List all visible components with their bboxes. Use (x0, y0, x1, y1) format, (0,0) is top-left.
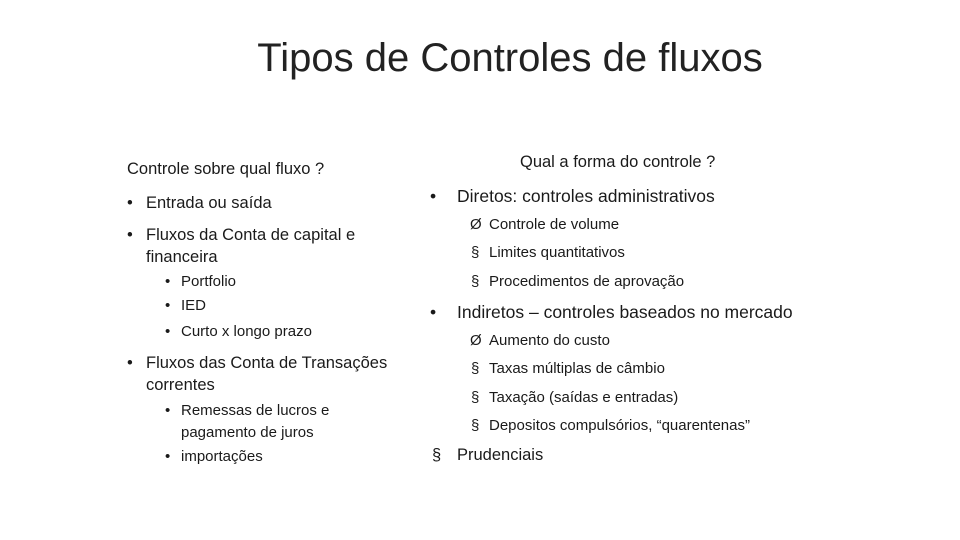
left-subitem: IED (181, 297, 207, 314)
right-heading: Qual a forma do controle ? (520, 153, 716, 171)
bullet-dot: • (127, 354, 133, 372)
bullet-dot: • (430, 186, 437, 206)
left-item: Entrada ou saída (146, 194, 272, 212)
square-bullet-icon: § (471, 273, 480, 290)
bullet-dot: • (165, 448, 171, 465)
bullet-dot: • (430, 302, 437, 322)
left-item: Fluxos da Conta de capital e (146, 226, 356, 244)
square-bullet-icon: § (471, 389, 480, 406)
left-item: financeira (146, 248, 218, 266)
left-subitem: Remessas de lucros e (181, 402, 330, 419)
left-item: correntes (146, 376, 215, 394)
square-bullet-icon: § (432, 446, 442, 464)
left-heading: Controle sobre qual fluxo ? (127, 160, 325, 178)
bullet-dot: • (165, 402, 171, 419)
right-item: Diretos: controles administrativos (457, 186, 715, 206)
bullet-dot: • (165, 273, 171, 290)
bullet-dot: • (127, 194, 133, 212)
arrow-bullet-icon: Ø (470, 216, 482, 233)
bullet-dot: • (165, 297, 171, 314)
right-item: Prudenciais (457, 446, 544, 464)
arrow-bullet-icon: Ø (470, 332, 482, 349)
right-subitem: Depositos compulsórios, “quarentenas” (489, 417, 750, 434)
right-subitem: Controle de volume (489, 216, 620, 233)
right-subitem: Limites quantitativos (489, 244, 625, 261)
left-item: Fluxos das Conta de Transações (146, 354, 388, 372)
left-subitem: importações (181, 448, 263, 465)
left-subitem: Curto x longo prazo (181, 323, 312, 340)
square-bullet-icon: § (471, 360, 480, 377)
bullet-dot: • (127, 226, 133, 244)
left-subitem: Portfolio (181, 273, 237, 290)
square-bullet-icon: § (471, 244, 480, 261)
bullet-dot: • (165, 323, 171, 340)
right-item: Indiretos – controles baseados no mercado (457, 302, 793, 322)
slide-title: Tipos de Controles de fluxos (257, 36, 763, 80)
right-subitem: Taxação (saídas e entradas) (489, 389, 679, 406)
right-subitem: Aumento do custo (489, 332, 610, 349)
right-subitem: Taxas múltiplas de câmbio (489, 360, 665, 377)
right-subitem: Procedimentos de aprovação (489, 273, 685, 290)
square-bullet-icon: § (471, 417, 480, 434)
left-subitem: pagamento de juros (181, 424, 314, 441)
